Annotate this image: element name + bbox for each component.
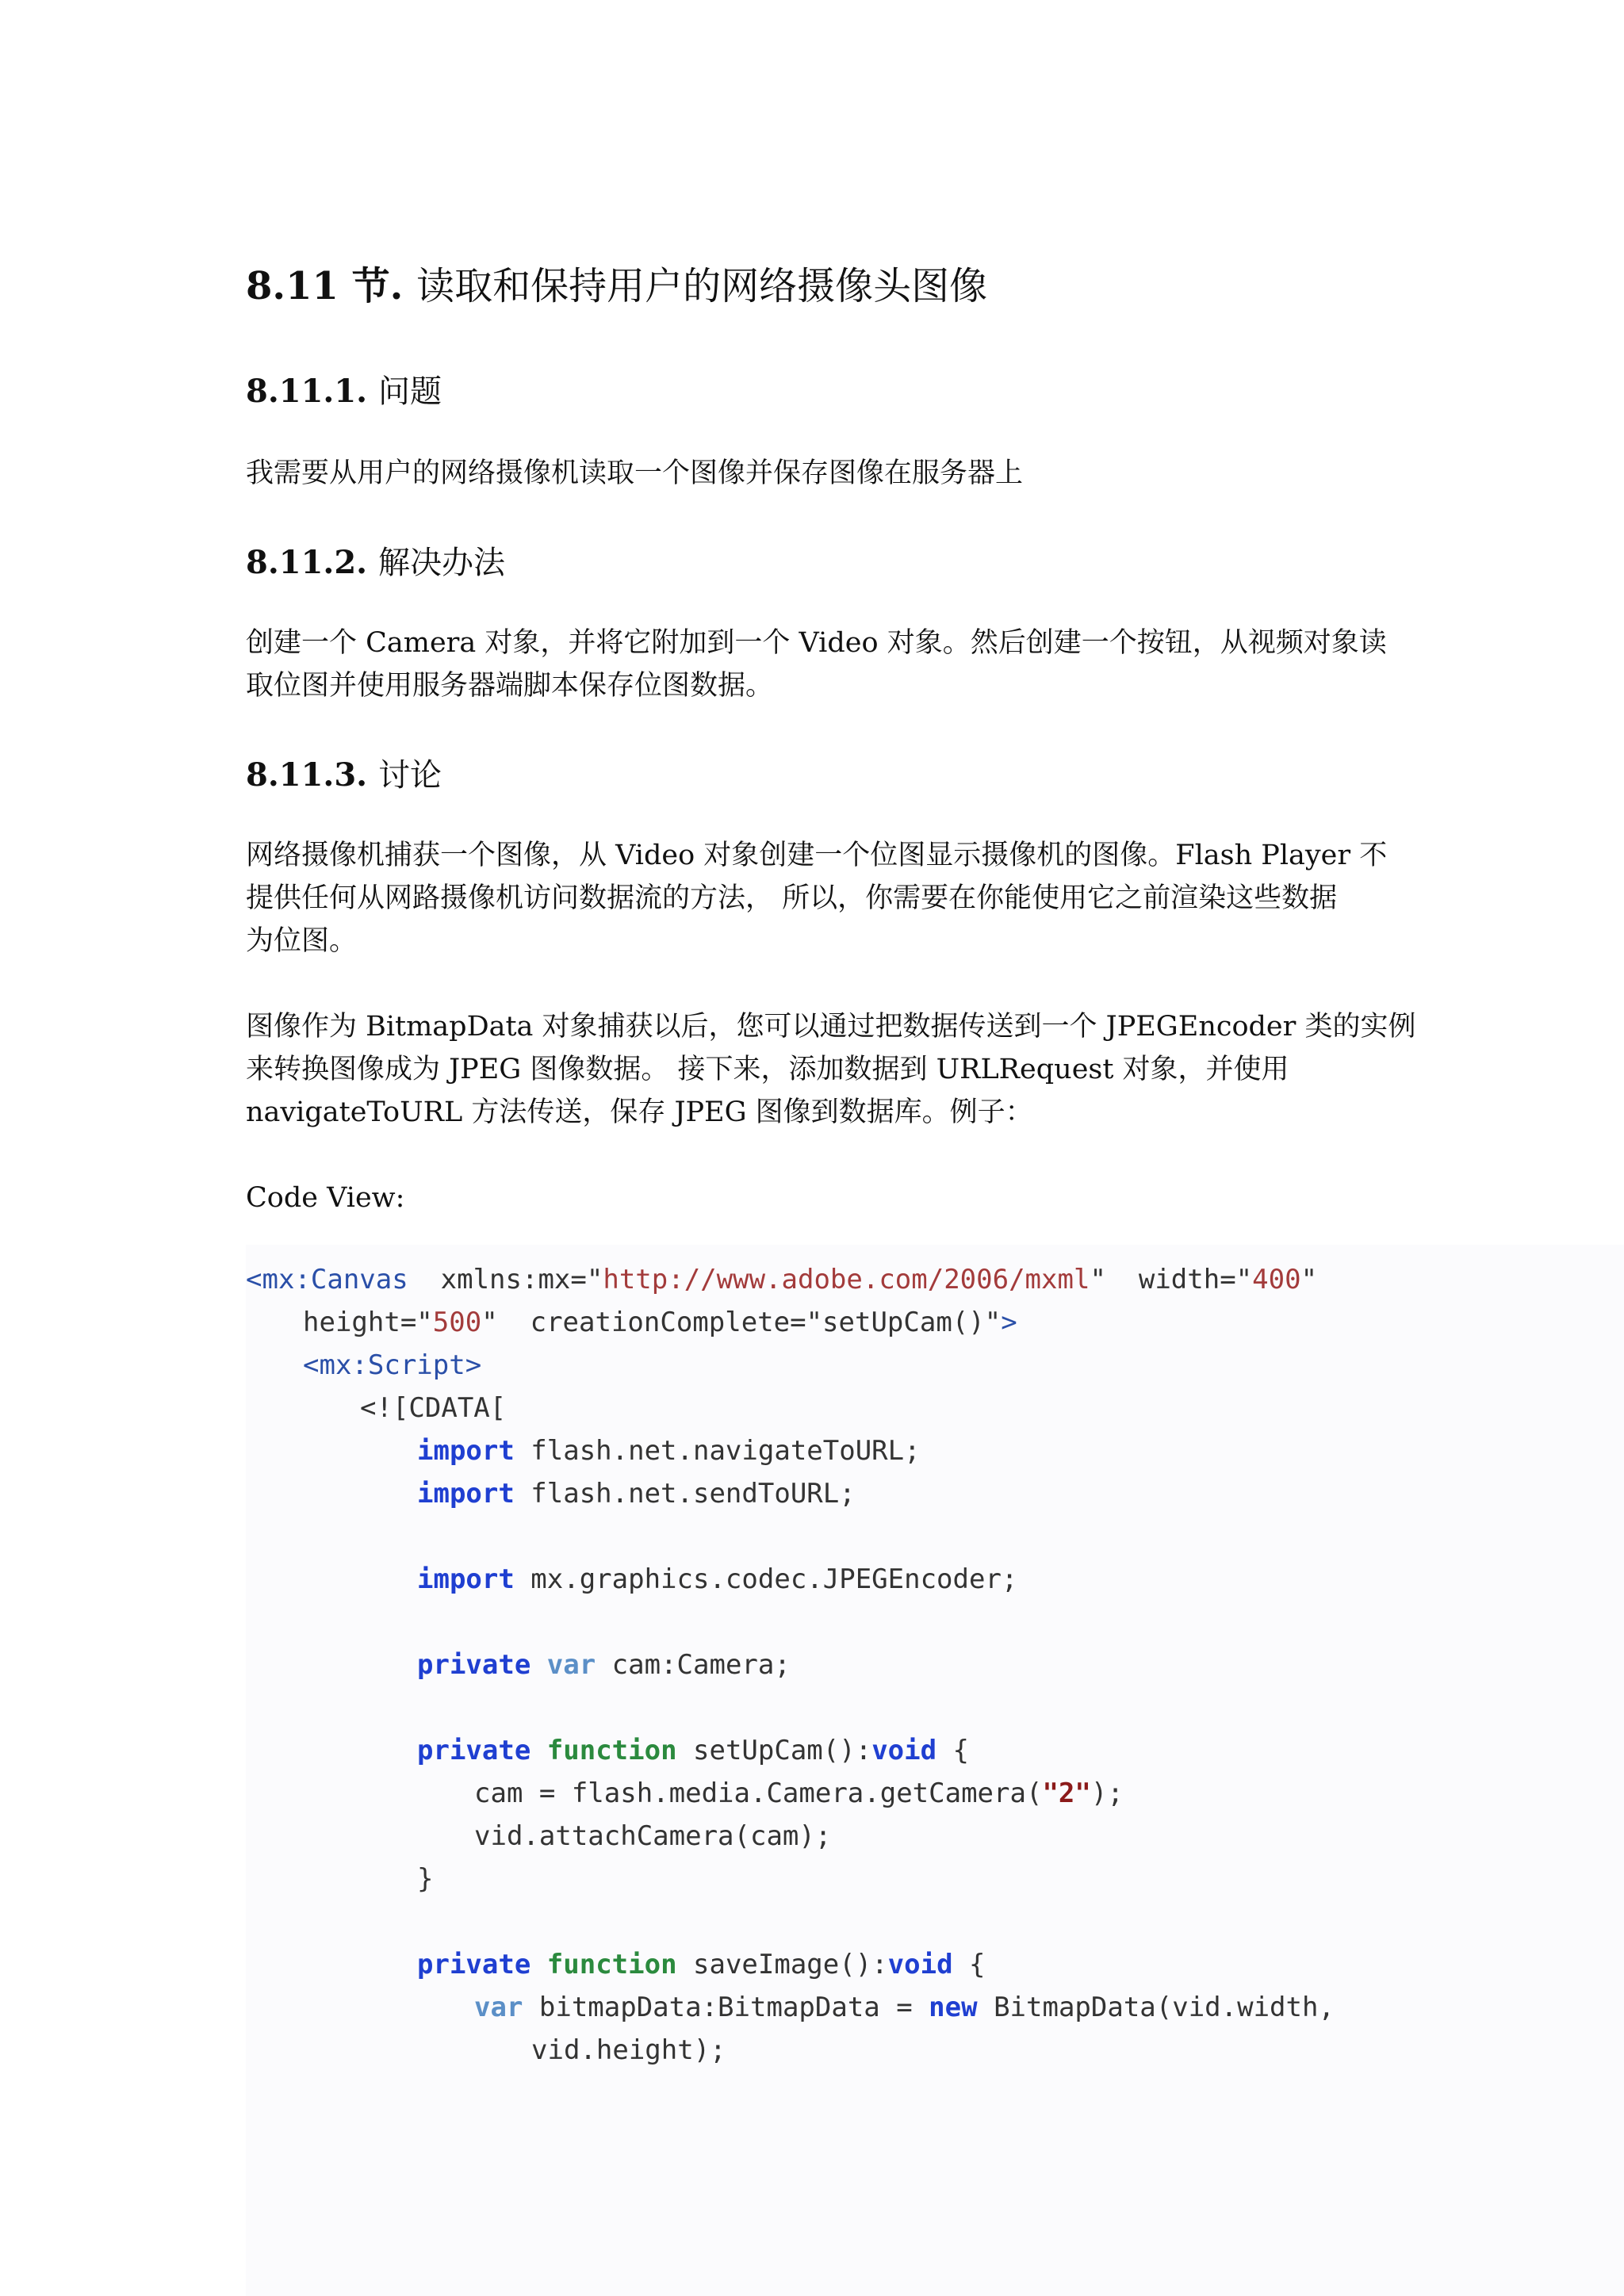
subsection-solution-heading: 8.11.2. 解决办法	[246, 544, 506, 581]
code-view-label: Code View:	[246, 1182, 405, 1214]
code-line-8: private var cam:Camera;	[417, 1649, 791, 1681]
code-line-10: cam = flash.media.Camera.getCamera("2");	[474, 1777, 1124, 1809]
code-line-14: var bitmapData:BitmapData = new BitmapData(vid.width,	[474, 1992, 1335, 2023]
code-line-7: import mx.graphics.codec.JPEGEncoder;	[417, 1563, 1018, 1595]
code-line-2: height="500" creationComplete="setUpCam()">	[303, 1307, 1017, 1338]
code-line-1: <mx:Canvas xmlns:mx="http://www.adobe.com/2006/mxml" width="400"	[246, 1264, 1318, 1295]
code-line-5: import flash.net.navigateToURL;	[417, 1435, 921, 1467]
discussion-paragraph-2: 图像作为 BitmapData 对象捕获以后，您可以通过把数据传送到一个 JPEGEncoder 类的实例 来转换图像成为 JPEG 图像数据。 接下来，添加数据到 URLRequest 对象，并使用 navigateToURL 方法传送，保存 JPEG 图像到数据库。例子：	[246, 1011, 1416, 1128]
subsection-problem-heading: 8.11.1. 问题	[246, 373, 442, 410]
code-line-15: vid.height);	[531, 2034, 726, 2066]
discussion-paragraph-1: 网络摄像机捕获一个图像，从 Video 对象创建一个位图显示摄像机的图像。Flash Player 不 提供任何从网路摄像机访问数据流的方法， 所以，你需要在你能使用它之前渲染这些数据 为位图。	[246, 840, 1388, 957]
subsection-discussion-heading: 8.11.3. 讨论	[246, 756, 442, 794]
solution-paragraph: 创建一个 Camera 对象，并将它附加到一个 Video 对象。然后创建一个按钮，从视频对象读 取位图并使用服务器端脚本保存位图数据。	[246, 627, 1387, 702]
code-line-3: <mx:Script>	[303, 1349, 482, 1381]
code-line-4: <![CDATA[	[360, 1392, 507, 1424]
code-line-9: private function setUpCam():void {	[417, 1735, 970, 1766]
code-line-13: private function saveImage():void {	[417, 1949, 986, 1980]
code-line-11: vid.attachCamera(cam);	[474, 1820, 832, 1852]
code-line-12: }	[417, 1863, 434, 1895]
section-title: 8.11 节. 读取和保持用户的网络摄像头图像	[246, 264, 988, 308]
code-line-6: import flash.net.sendToURL;	[417, 1478, 856, 1510]
problem-paragraph: 我需要从用户的网络摄像机读取一个图像并保存图像在服务器上	[246, 457, 1024, 489]
